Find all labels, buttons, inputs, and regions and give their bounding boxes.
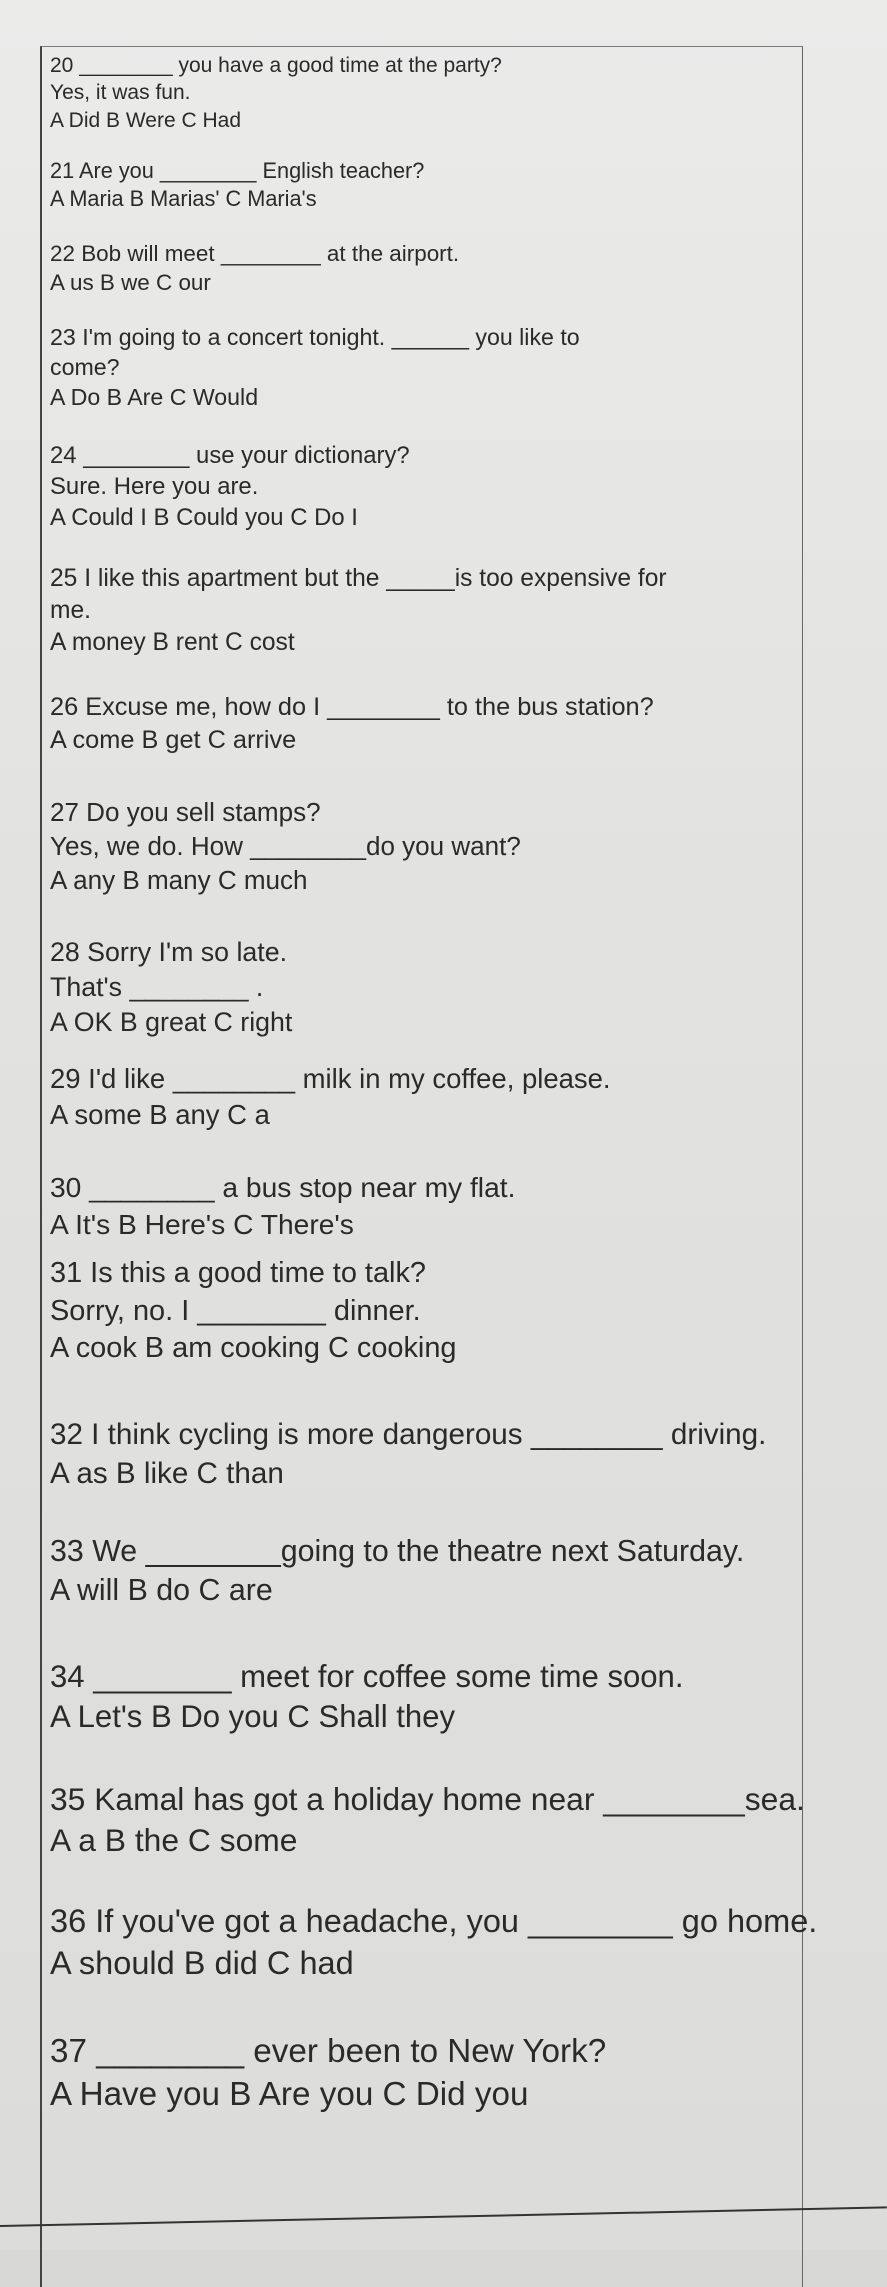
question-text: 29 I'd like ________ milk in my coffee, please. — [50, 1063, 611, 1094]
answer-options: A It's B Here's C There's — [50, 1207, 354, 1240]
question-text: 22 Bob will meet ________ at the airport. — [50, 241, 460, 266]
question-29 — [50, 1061, 611, 1132]
question-text: 28 Sorry I'm so late. — [50, 937, 288, 967]
question-28 — [50, 935, 292, 1039]
question-text: 26 Excuse me, how do I ________ to the bus station? — [50, 693, 654, 721]
question-36 — [50, 1900, 817, 1985]
answer-options: A money B rent C cost — [50, 628, 295, 656]
question-text: 35 Kamal has got a holiday home near ________sea. — [50, 1781, 805, 1817]
answer-options: A OK B great C right — [50, 1006, 293, 1037]
question-text: 23 I'm going to a concert tonight. ______ you like to — [50, 324, 580, 350]
question-text-line: Sorry, no. I ________ dinner. — [50, 1294, 421, 1327]
question-27 — [50, 796, 521, 898]
question-text: 34 ________ meet for coffee some time soon. — [50, 1659, 684, 1694]
question-30 — [50, 1169, 515, 1242]
answer-options: A Let's B Do you C Shall they — [50, 1699, 455, 1735]
answer-options: A Maria B Marias' C Maria's — [50, 186, 317, 212]
question-text: 31 Is this a good time to talk? — [50, 1257, 426, 1289]
question-text: 25 I like this apartment but the _____is too expensive for — [50, 565, 667, 592]
question-text: 30 ________ a bus stop near my flat. — [50, 1171, 516, 1203]
question-26 — [50, 691, 654, 757]
answer-options: A cook B am cooking C cooking — [50, 1332, 457, 1365]
answer-options: A come B get C arrive — [50, 725, 297, 754]
answer-options: A as B like C than — [50, 1456, 284, 1490]
answer-options: A a B the C some — [50, 1822, 298, 1859]
question-text-line: come? — [50, 354, 120, 381]
question-22 — [50, 239, 459, 297]
question-23 — [50, 322, 580, 412]
question-32 — [50, 1416, 766, 1493]
question-34 — [50, 1657, 683, 1738]
question-text: 37 ________ ever been to New York? — [50, 2033, 607, 2070]
question-text: 33 We ________going to the theatre next Saturday. — [50, 1535, 745, 1568]
question-20 — [50, 52, 502, 134]
question-text: 32 I think cycling is more dangerous ________ driving. — [50, 1418, 767, 1451]
answer-options: A any B many C much — [50, 864, 308, 895]
question-text: 20 ________ you have a good time at the party? — [50, 54, 502, 77]
question-35 — [50, 1779, 805, 1862]
question-text-line: Yes, it was fun. — [50, 81, 191, 105]
question-37 — [50, 2030, 606, 2116]
question-25 — [50, 563, 667, 659]
question-24 — [50, 440, 410, 533]
answer-options: A Have you B Are you C Did you — [50, 2076, 529, 2114]
answer-options: A Did B Were C Had — [50, 108, 242, 132]
question-text: 21 Are you ________ English teacher? — [50, 158, 425, 183]
answer-options: A Do B Are C Would — [50, 384, 259, 411]
answer-options: A will B do C are — [50, 1574, 273, 1608]
question-text: 27 Do you sell stamps? — [50, 797, 321, 827]
question-33 — [50, 1532, 744, 1611]
question-text-line: That's ________ . — [50, 971, 264, 1002]
question-21 — [50, 157, 424, 213]
question-text-line: Sure. Here you are. — [50, 473, 259, 501]
question-31 — [50, 1255, 457, 1368]
answer-options: A Could I B Could you C Do I — [50, 504, 358, 532]
question-text: 24 ________ use your dictionary? — [50, 442, 410, 469]
question-text-line: Yes, we do. How ________do you want? — [50, 830, 521, 861]
answer-options: A us B we C our — [50, 270, 211, 296]
answer-options: A some B any C a — [50, 1098, 270, 1130]
question-text-line: me. — [50, 596, 91, 624]
answer-options: A should B did C had — [50, 1945, 354, 1982]
question-text: 36 If you've got a headache, you ________ go home. — [50, 1903, 818, 1939]
